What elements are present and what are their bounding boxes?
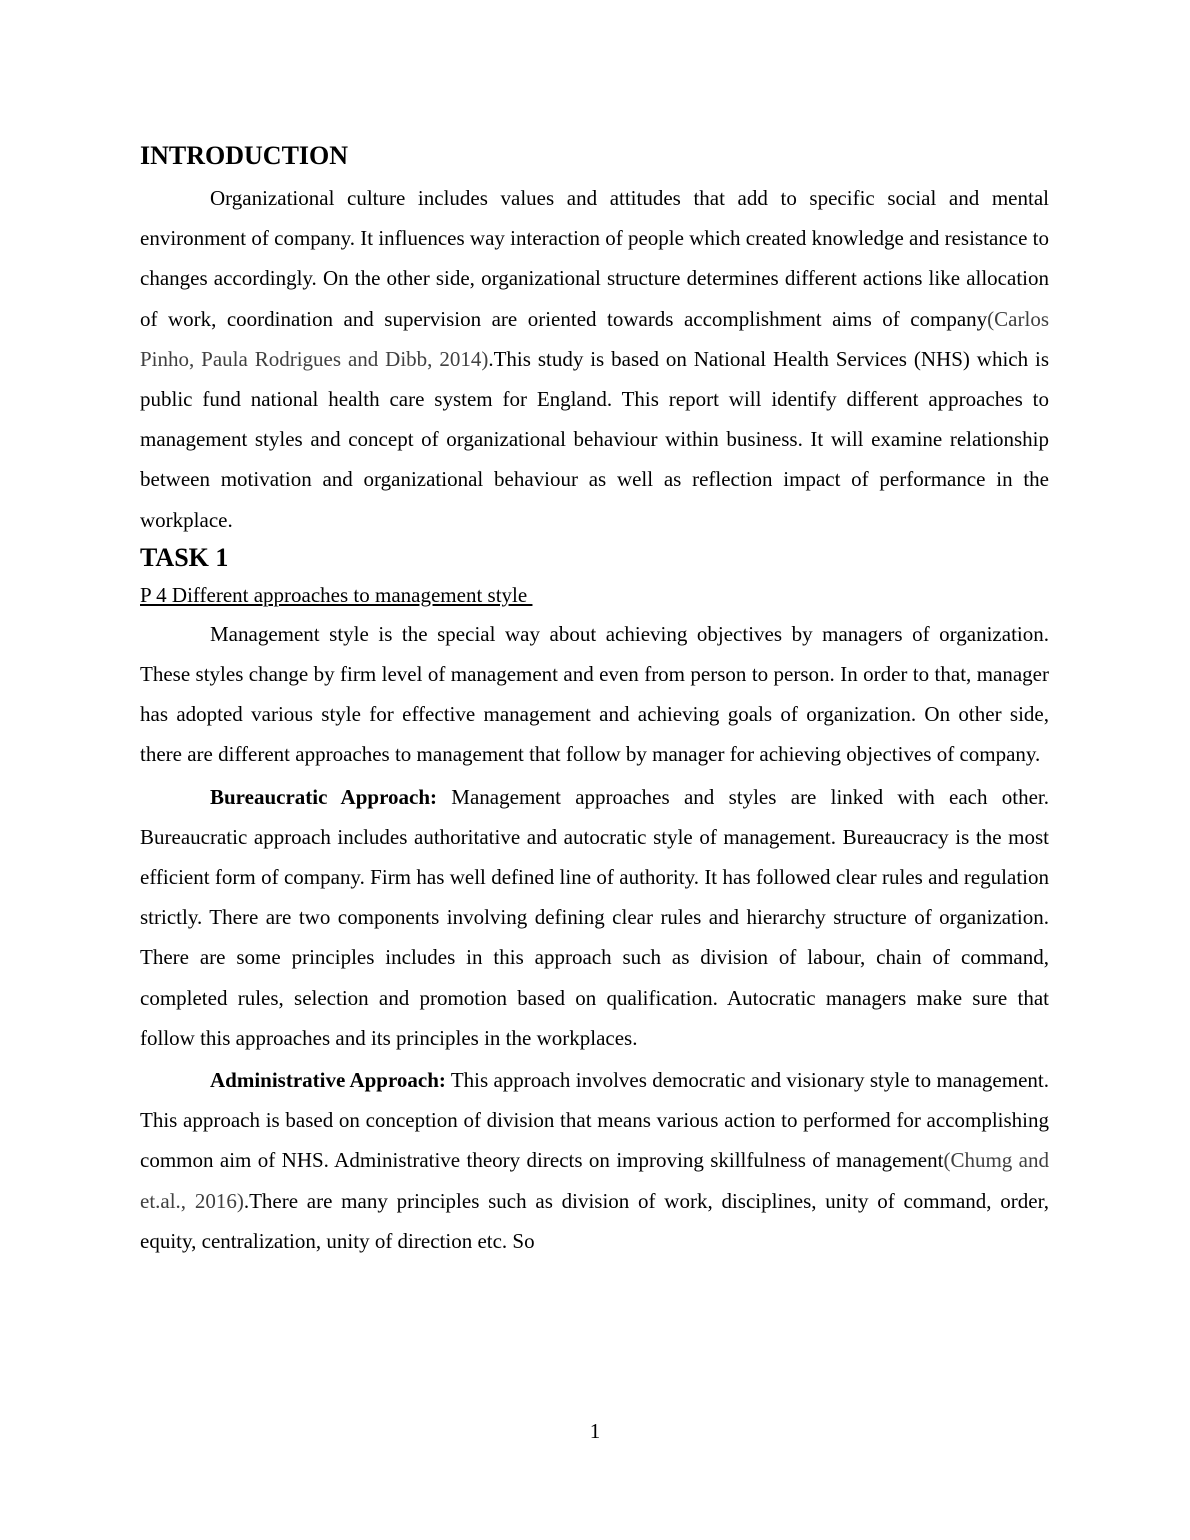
bureaucratic-approach-text: Management approaches and styles are linked with each other. Bureaucratic approach includes authoritative and autocratic style of management. Bureaucracy is the most efficient form of company. Firm has well defined line of authority. It has followed clear rules and regulation strictly. There are two components involving defining clear rules and hierarchy structure of organization. There are some principles includes in this approach such as division of labour, chain of command, completed rules, selection and promotion based on qualification. Autocratic managers make sure that follow this approaches and its principles in the workplaces. <box>140 784 1050 1050</box>
administrative-approach-citation: (Chumg and et.al., 2016) <box>140 1148 1050 1213</box>
introduction-paragraph <box>140 178 1049 540</box>
bureaucratic-approach-paragraph <box>140 777 1049 1058</box>
introduction-text-part-2: .This study is based on National Health Services (NHS) which is public fund national health care system for England. This report will identify different approaches to management styles and concept of organizational behaviour within business. It will examine relationship between motivation and organizational behaviour as well as reflection impact of performance in the workplace. <box>140 346 1050 532</box>
management-style-paragraph: Management style is the special way about achieving objectives by managers of organization. These styles change by firm level of management and even from person to person. In order to that, manager has adopted various style for effective management and achieving goals of organization. On other side, there are different approaches to management that follow by manager for achieving objectives of company. <box>140 621 1049 767</box>
administrative-approach-paragraph <box>140 1060 1049 1261</box>
task-1-subheading: P 4 Different approaches to management style <box>140 582 533 607</box>
task-1-heading: TASK 1 <box>140 542 229 572</box>
administrative-approach-text-part-2: .There are many principles such as division of work, disciplines, unity of command, order, equity, centralization, unity of direction etc. So <box>140 1188 1049 1253</box>
introduction-heading: INTRODUCTION <box>140 141 349 170</box>
page-number: 1 <box>589 1419 601 1443</box>
bureaucratic-approach-label: Bureaucratic Approach: <box>210 784 438 809</box>
administrative-approach-label: Administrative Approach: <box>210 1068 446 1093</box>
administrative-approach-text-part-1: This approach involves democratic and visionary style to management. This approach is based on conception of division that means various action to performed for accomplishing common aim of NHS. Administrative theory directs on improving skillfulness of management <box>140 1068 1049 1173</box>
document-page <box>140 140 1049 1263</box>
introduction-citation: (Carlos Pinho, Paula Rodrigues and Dibb, 2014) <box>140 306 1049 371</box>
introduction-text-part-1: Organizational culture includes values and attitudes that add to specific social and mental environment of company. It influences way interaction of people which created knowledge and resistance to changes accordingly. On the other side, organizational structure determines different actions like allocation of work, coordination and supervision are oriented towards accomplishment aims of company <box>140 186 1049 331</box>
